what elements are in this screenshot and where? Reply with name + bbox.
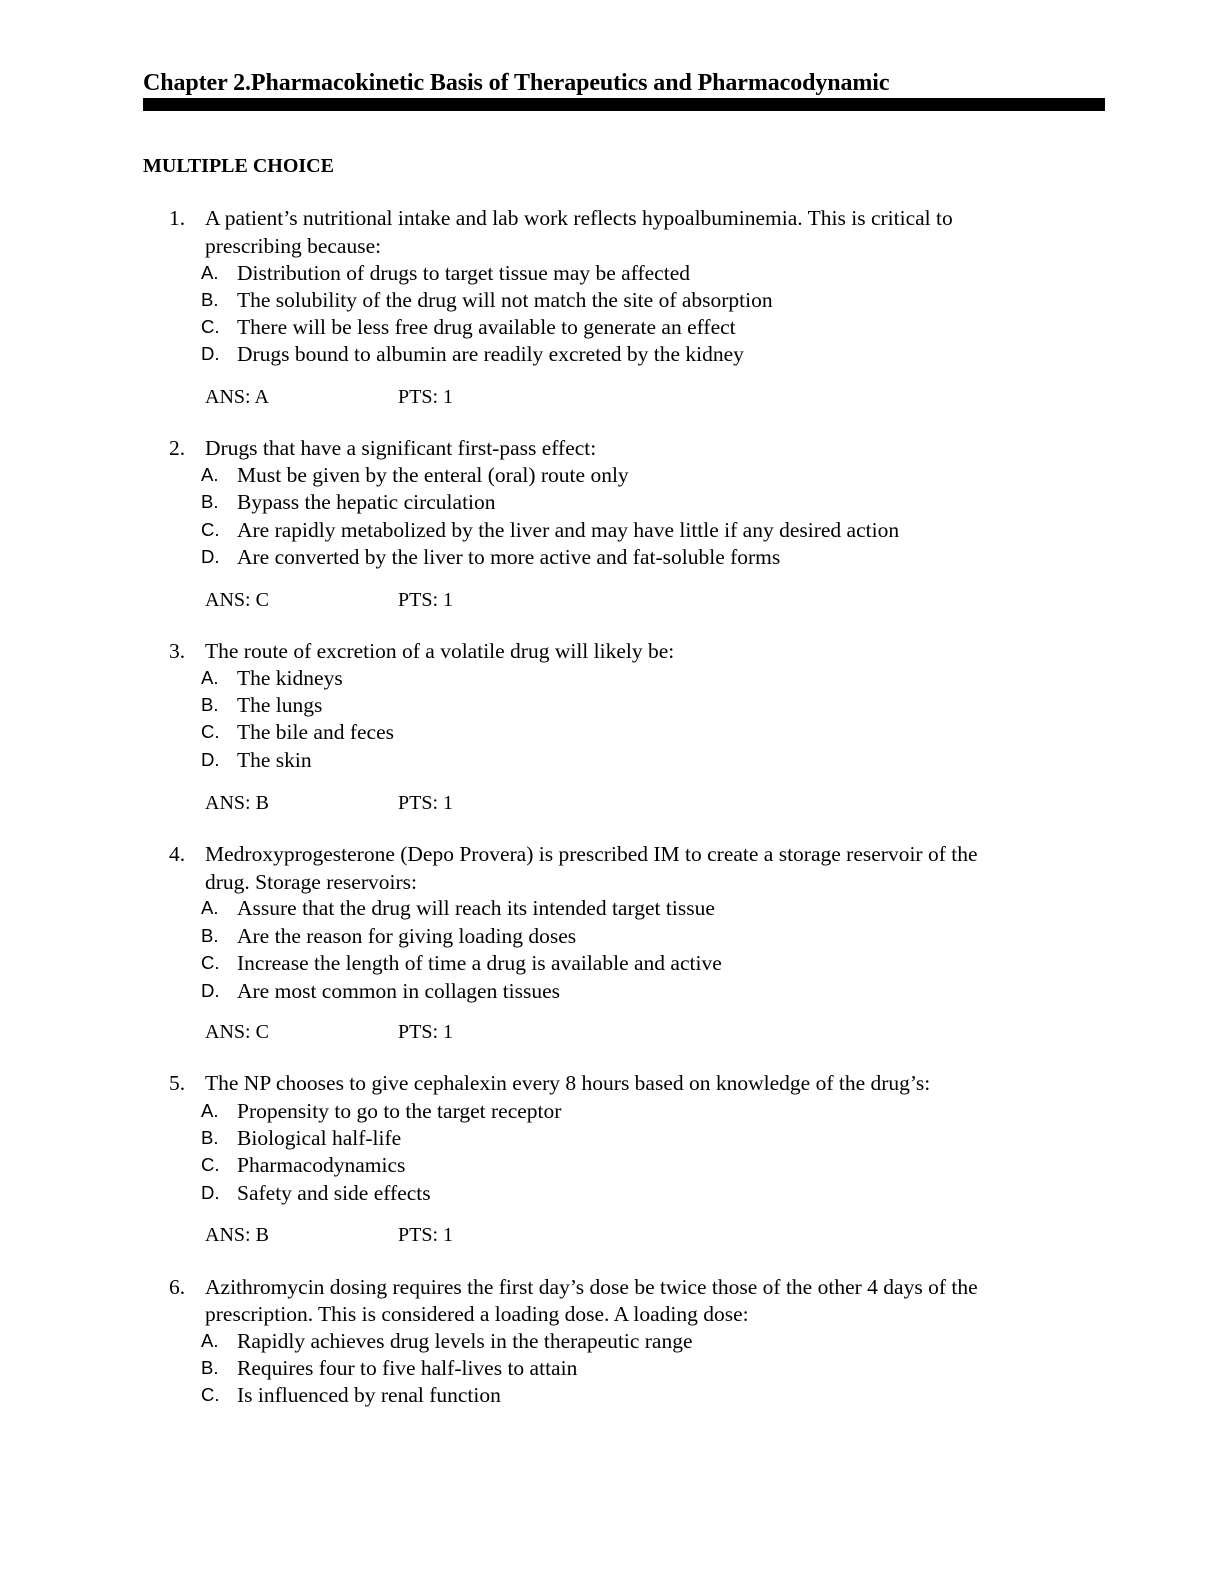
option-text: The lungs: [237, 693, 323, 717]
option-text: Are the reason for giving loading doses: [237, 924, 577, 948]
option-letter: B.: [201, 491, 219, 512]
question-stem-line: Medroxyprogesterone (Depo Provera) is prescribed IM to create a storage reservoir of the: [205, 842, 978, 866]
points-label: PTS: 1: [398, 386, 454, 408]
page-title: Chapter 2.Pharmacokinetic Basis of Therapeutics and Pharmacodynamic: [143, 70, 890, 96]
points-label: PTS: 1: [398, 1021, 454, 1043]
question-stem-line: A patient’s nutritional intake and lab work reflects hypoalbuminemia. This is critical to: [205, 206, 953, 230]
option-text: Pharmacodynamics: [237, 1153, 406, 1177]
option-letter: C.: [201, 1154, 220, 1175]
option-text: The skin: [237, 748, 312, 772]
option-text: Are converted by the liver to more active and fat-soluble forms: [237, 545, 781, 569]
option-text: The bile and feces: [237, 720, 394, 744]
points-label: PTS: 1: [398, 1224, 454, 1246]
option-text: Is influenced by renal function: [237, 1383, 501, 1407]
question-number: 2.: [169, 436, 186, 460]
option-letter: D.: [201, 749, 220, 770]
option-letter: D.: [201, 1182, 220, 1203]
option-letter: B.: [201, 289, 219, 310]
option-text: Are most common in collagen tissues: [237, 979, 561, 1003]
option-letter: A.: [201, 1330, 219, 1351]
option-letter: B.: [201, 694, 219, 715]
option-letter: A.: [201, 1100, 219, 1121]
option-text: Safety and side effects: [237, 1181, 431, 1205]
option-text: Must be given by the enteral (oral) route only: [237, 463, 629, 487]
answer-label: ANS: C: [205, 589, 269, 611]
answer-label: ANS: B: [205, 1224, 269, 1246]
option-letter: B.: [201, 1357, 219, 1378]
option-letter: B.: [201, 925, 219, 946]
option-text: Propensity to go to the target receptor: [237, 1099, 562, 1123]
option-text: Drugs bound to albumin are readily excreted by the kidney: [237, 342, 744, 366]
option-letter: C.: [201, 952, 220, 973]
answer-label: ANS: C: [205, 1021, 269, 1043]
answer-label: ANS: A: [205, 386, 269, 408]
option-letter: A.: [201, 262, 219, 283]
option-letter: C.: [201, 721, 220, 742]
question-number: 3.: [169, 639, 186, 663]
option-letter: A.: [201, 897, 219, 918]
question-number: 4.: [169, 842, 186, 866]
points-label: PTS: 1: [398, 792, 454, 814]
title-rule: [143, 98, 1105, 111]
question-stem-line: prescribing because:: [205, 234, 382, 258]
option-text: Assure that the drug will reach its intended target tissue: [237, 896, 715, 920]
option-text: Increase the length of time a drug is available and active: [237, 951, 722, 975]
question-stem-line: drug. Storage reservoirs:: [205, 870, 417, 894]
question-number: 6.: [169, 1275, 186, 1299]
question-stem-line: Azithromycin dosing requires the first day’s dose be twice those of the other 4 days of the: [205, 1275, 978, 1299]
points-label: PTS: 1: [398, 589, 454, 611]
option-letter: D.: [201, 343, 220, 364]
option-letter: C.: [201, 316, 220, 337]
question-stem-line: prescription. This is considered a loading dose. A loading dose:: [205, 1302, 749, 1326]
option-text: Are rapidly metabolized by the liver and may have little if any desired action: [237, 518, 900, 542]
question-stem-line: The NP chooses to give cephalexin every 8 hours based on knowledge of the drug’s:: [205, 1071, 931, 1095]
option-letter: A.: [201, 464, 219, 485]
option-text: Distribution of drugs to target tissue may be affected: [237, 261, 690, 285]
answer-label: ANS: B: [205, 792, 269, 814]
option-text: Bypass the hepatic circulation: [237, 490, 496, 514]
option-letter: C.: [201, 519, 220, 540]
option-text: There will be less free drug available to generate an effect: [237, 315, 736, 339]
question-number: 5.: [169, 1071, 186, 1095]
option-text: Biological half-life: [237, 1126, 402, 1150]
option-text: The solubility of the drug will not match the site of absorption: [237, 288, 773, 312]
option-letter: D.: [201, 980, 220, 1001]
option-text: Requires four to five half-lives to attain: [237, 1356, 578, 1380]
option-letter: D.: [201, 546, 220, 567]
option-text: Rapidly achieves drug levels in the therapeutic range: [237, 1329, 693, 1353]
question-number: 1.: [169, 206, 186, 230]
option-letter: C.: [201, 1384, 220, 1405]
section-heading: MULTIPLE CHOICE: [143, 155, 334, 177]
option-text: The kidneys: [237, 666, 343, 690]
question-stem-line: The route of excretion of a volatile drug will likely be:: [205, 639, 675, 663]
question-stem-line: Drugs that have a significant first-pass effect:: [205, 436, 597, 460]
option-letter: B.: [201, 1127, 219, 1148]
option-letter: A.: [201, 667, 219, 688]
